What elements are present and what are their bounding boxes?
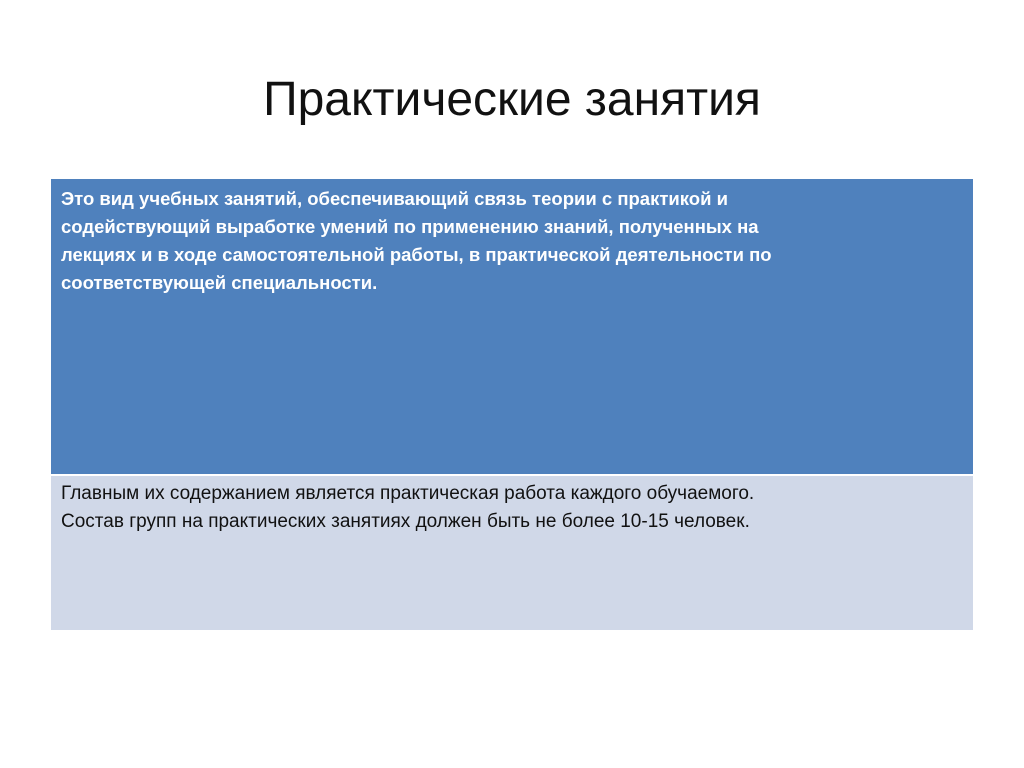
table-cell-definition: [51, 179, 973, 475]
definition-text: Это вид учебных занятий, обеспечивающий связь теории с практикой и содействующий выработке умений по применению знаний, полученных на лекциях и в ходе самостоятельной работы, в практической деятельности по соответствующей специальности.: [61, 188, 772, 293]
table-row-content: [51, 475, 973, 630]
content-table: [51, 179, 973, 630]
slide-title: Практические занятия: [263, 73, 761, 126]
table-row-definition: [51, 179, 973, 475]
table-cell-content: [51, 475, 973, 630]
content-text: Главным их содержанием является практическая работа каждого обучаемого. Состав групп на практических занятиях должен быть не более 10-15 человек.: [61, 483, 755, 532]
